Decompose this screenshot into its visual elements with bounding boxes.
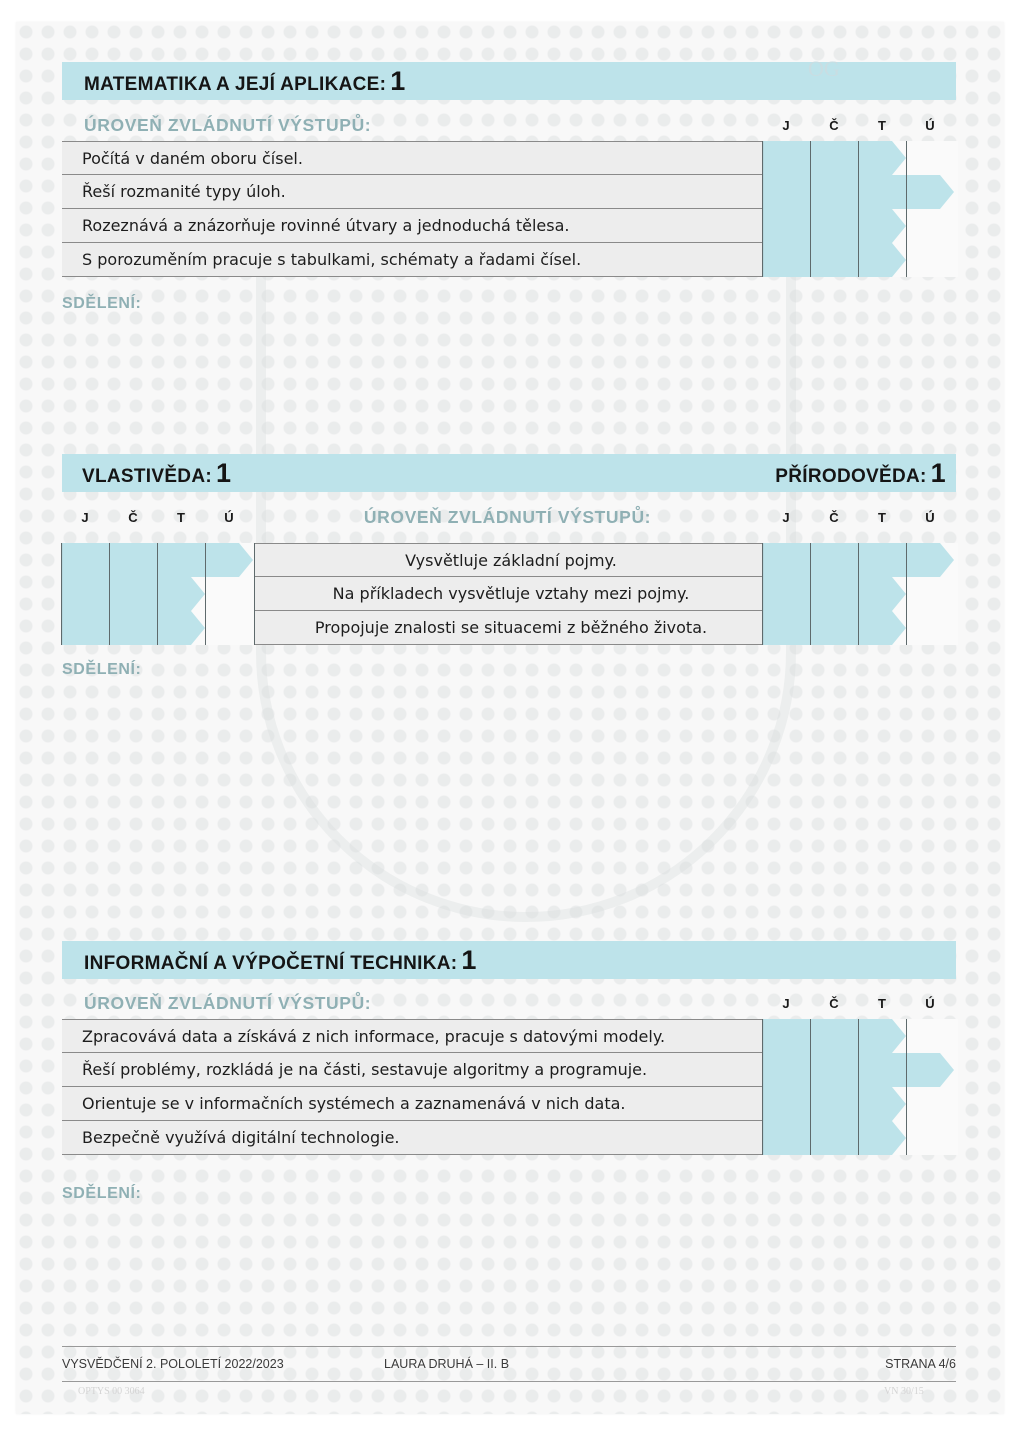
level-grid: [762, 175, 958, 209]
level-indicator: [61, 611, 257, 645]
outcome-text: Orientuje se v informačních systémech a zaznamenává v nich data.: [82, 1094, 626, 1113]
footer-document: VYSVĚDČENÍ 2. POLOLETÍ 2022/2023: [62, 1357, 284, 1371]
level-fill-arrow: [762, 141, 906, 175]
level-fill-arrow: [61, 611, 205, 645]
right-col-header-j: J: [782, 510, 790, 525]
right-col-header-t: T: [878, 510, 886, 525]
level-grid: [762, 243, 958, 277]
outcome-text: Vysvětluje základní pojmy.: [405, 550, 617, 570]
level-fill-arrow: [762, 1121, 906, 1155]
level-grid: [762, 1087, 958, 1121]
col-header-t: T: [878, 996, 886, 1011]
right-col-header-c: Č: [829, 510, 839, 525]
prirodoveda-level-grid: [762, 543, 958, 577]
level-fill-arrow: [762, 209, 906, 243]
ict-note-label: SDĚLENÍ:: [62, 1185, 142, 1202]
level-fill-arrow: [762, 243, 906, 277]
left-col-header-j: J: [81, 510, 89, 525]
col-header-j: J: [782, 118, 790, 133]
subject-grade: 1: [390, 65, 406, 96]
level-grid: [762, 209, 958, 243]
subject-grade: 1: [930, 457, 946, 488]
ict-header-bar: [62, 941, 956, 979]
left-col-header-t: T: [177, 510, 185, 525]
og-watermark: OG: [808, 56, 840, 81]
left-col-header-c: Č: [128, 510, 138, 525]
subject-name: INFORMAČNÍ A VÝPOČETNÍ TECHNIKA:: [84, 952, 458, 974]
level-fill-arrow: [61, 577, 205, 611]
col-header-u: Ú: [925, 996, 935, 1011]
subject-name: PŘÍRODOVĚDA:: [775, 465, 927, 487]
level-indicator: [762, 577, 958, 611]
combined-level-label: ÚROVEŇ ZVLÁDNUTÍ VÝSTUPŮ:: [363, 507, 652, 527]
level-indicator: [762, 1053, 958, 1087]
col-header-t: T: [878, 118, 886, 133]
level-indicator: [61, 543, 257, 577]
level-grid: [762, 1121, 958, 1155]
footer-student: LAURA DRUHÁ – II. B: [384, 1357, 510, 1371]
math-title: [62, 66, 406, 97]
prirodoveda-title: [775, 458, 956, 489]
level-grid: [762, 1053, 958, 1087]
math-level-label: ÚROVEŇ ZVLÁDNUTÍ VÝSTUPŮ:: [84, 115, 372, 135]
col-header-c: Č: [829, 996, 839, 1011]
footer-page-number: STRANA 4/6: [885, 1357, 956, 1371]
col-header-c: Č: [829, 118, 839, 133]
level-indicator: [762, 1087, 958, 1121]
outcome-text: Počítá v daném oboru čísel.: [82, 148, 303, 168]
level-fill-arrow: [762, 577, 906, 611]
combined-header-bar: [62, 454, 956, 492]
outcome-text: Rozeznává a znázorňuje rovinné útvary a jednoduchá tělesa.: [82, 216, 570, 235]
level-indicator: [762, 175, 958, 209]
level-indicator: [762, 1121, 958, 1155]
level-indicator: [762, 611, 958, 645]
page-footer: [62, 1346, 956, 1382]
combined-note-label: SDĚLENÍ:: [62, 661, 142, 678]
level-indicator: [762, 243, 958, 277]
outcome-text: Na příkladech vysvětluje vztahy mezi pojmy.: [332, 584, 690, 603]
prirodoveda-level-grid: [762, 577, 958, 611]
left-col-header-u: Ú: [224, 510, 234, 525]
level-indicator: [762, 543, 958, 577]
outcome-text: Zpracovává data a získává z nich informace, pracuje s datovými modely.: [82, 1026, 666, 1046]
ict-level-label: ÚROVEŇ ZVLÁDNUTÍ VÝSTUPŮ:: [84, 993, 372, 1013]
outcome-text: Bezpečně využívá digitální technologie.: [82, 1128, 400, 1147]
subject-name: VLASTIVĚDA:: [82, 465, 212, 487]
print-code-right: VN 30/15: [884, 1386, 924, 1397]
vlastiveda-level-grid: [61, 543, 255, 577]
level-fill-arrow: [762, 1019, 906, 1053]
print-code-left: OPTYS 00 3064: [78, 1386, 145, 1397]
outcome-text: Řeší rozmanité typy úloh.: [82, 182, 286, 201]
outcome-text: S porozuměním pracuje s tabulkami, schématy a řadami čísel.: [82, 250, 582, 269]
level-grid: [762, 141, 958, 175]
vlastiveda-level-grid: [61, 577, 255, 611]
math-note-label: SDĚLENÍ:: [62, 295, 142, 312]
right-col-header-u: Ú: [925, 510, 935, 525]
prirodoveda-level-grid: [762, 611, 958, 645]
col-header-u: Ú: [925, 118, 935, 133]
level-indicator: [762, 209, 958, 243]
level-indicator: [762, 141, 958, 175]
ict-title: [62, 945, 477, 976]
level-grid: [762, 1019, 958, 1053]
subject-grade: 1: [461, 944, 477, 975]
level-fill-arrow: [762, 611, 906, 645]
col-header-j: J: [782, 996, 790, 1011]
level-indicator: [762, 1019, 958, 1053]
vlastiveda-level-grid: [61, 611, 255, 645]
level-indicator: [61, 577, 257, 611]
level-fill-arrow: [762, 1087, 906, 1121]
subject-name: MATEMATIKA A JEJÍ APLIKACE:: [84, 73, 387, 95]
vlastiveda-title: [62, 458, 231, 489]
outcome-text: Propojuje znalosti se situacemi z běžného života.: [314, 618, 708, 637]
subject-grade: 1: [215, 457, 232, 488]
outcome-text: Řeší problémy, rozkládá je na části, sestavuje algoritmy a programuje.: [82, 1060, 648, 1079]
